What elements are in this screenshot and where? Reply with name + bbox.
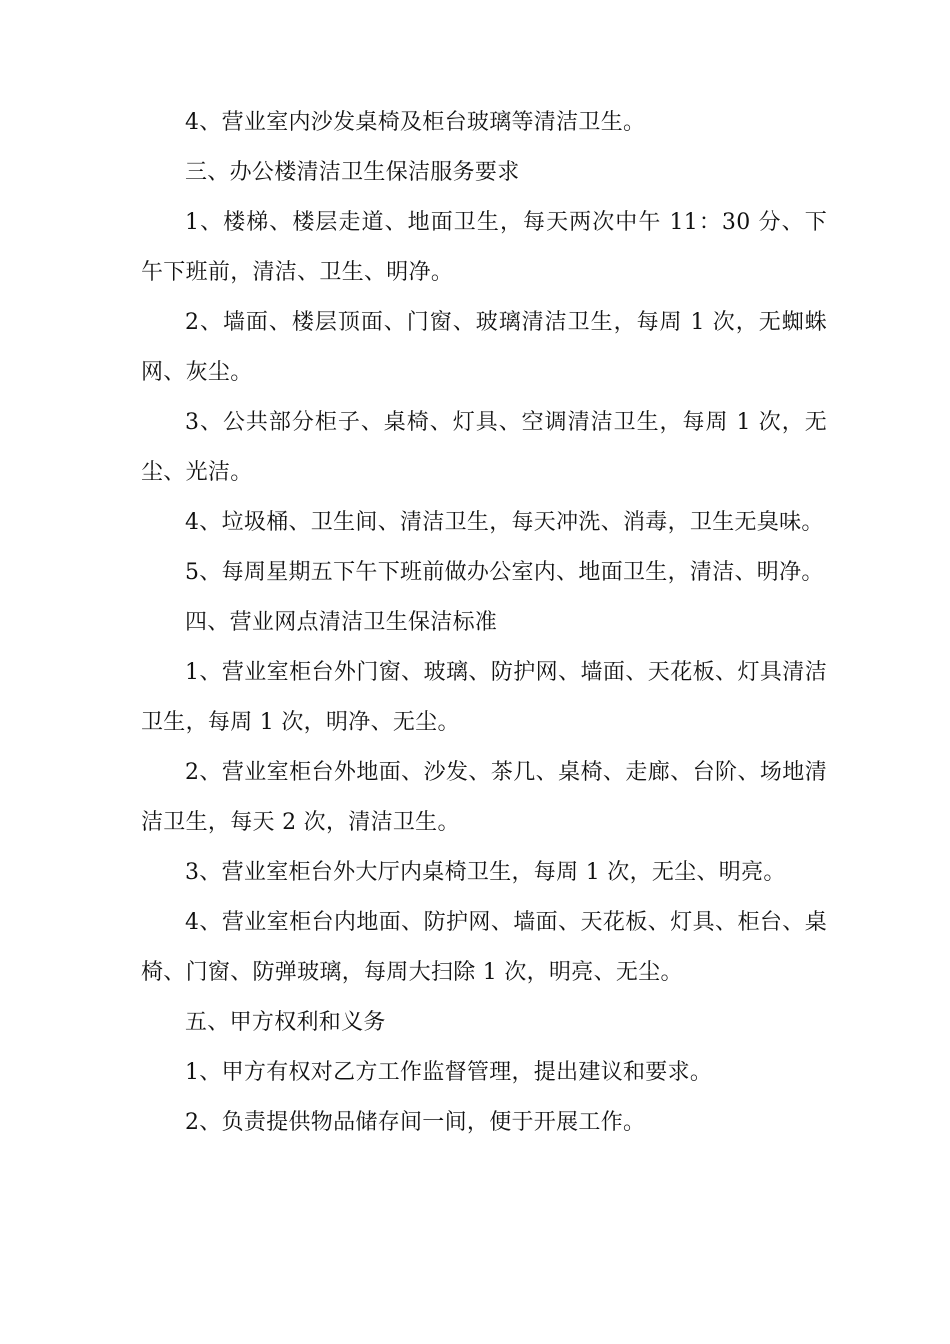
section-heading-branch-standards: 四、营业网点清洁卫生保洁标准 bbox=[185, 610, 498, 635]
paragraph-item-2-storage: 2、负责提供物品储存间一间，便于开展工作。 bbox=[185, 1110, 646, 1135]
paragraph-item-2-walls: 2、墙面、楼层顶面、门窗、玻璃清洁卫生，每周 1 次，无蜘蛛网、灰尘。 bbox=[141, 310, 827, 385]
paragraph-item-4-restrooms: 4、垃圾桶、卫生间、清洁卫生，每天冲洗、消毒，卫生无臭味。 bbox=[185, 510, 824, 535]
section-heading-office-cleaning: 三、办公楼清洁卫生保洁服务要求 bbox=[185, 160, 520, 185]
section-heading-party-a-rights: 五、甲方权利和义务 bbox=[185, 1010, 386, 1035]
paragraph-item-1-supervision: 1、甲方有权对乙方工作监督管理，提出建议和要求。 bbox=[185, 1060, 713, 1085]
paragraph-item-5-friday: 5、每周星期五下午下班前做办公室内、地面卫生，清洁、明净。 bbox=[185, 560, 824, 585]
document-body bbox=[141, 98, 827, 1148]
paragraph-item-3-public-areas: 3、公共部分柜子、桌椅、灯具、空调清洁卫生，每周 1 次，无尘、光洁。 bbox=[141, 410, 827, 485]
paragraph-item-4-counter-inside: 4、营业室柜台内地面、防护网、墙面、天花板、灯具、柜台、桌椅、门窗、防弹玻璃，每周大扫除 1 次，明亮、无尘。 bbox=[141, 910, 827, 985]
paragraph-item-2-floor-outside: 2、营业室柜台外地面、沙发、茶几、桌椅、走廊、台阶、场地清洁卫生，每天 2 次，清洁卫生。 bbox=[141, 760, 827, 835]
paragraph-item-3-lobby: 3、营业室柜台外大厅内桌椅卫生，每周 1 次，无尘、明亮。 bbox=[185, 860, 786, 885]
paragraph-item-4-sofa: 4、营业室内沙发桌椅及柜台玻璃等清洁卫生。 bbox=[185, 110, 646, 135]
paragraph-item-1-stairs: 1、楼梯、楼层走道、地面卫生，每天两次中午 11：30 分、下午下班前，清洁、卫生、明净。 bbox=[141, 210, 827, 285]
paragraph-item-1-counter-outside: 1、营业室柜台外门窗、玻璃、防护网、墙面、天花板、灯具清洁卫生，每周 1 次，明净、无尘。 bbox=[141, 660, 827, 735]
